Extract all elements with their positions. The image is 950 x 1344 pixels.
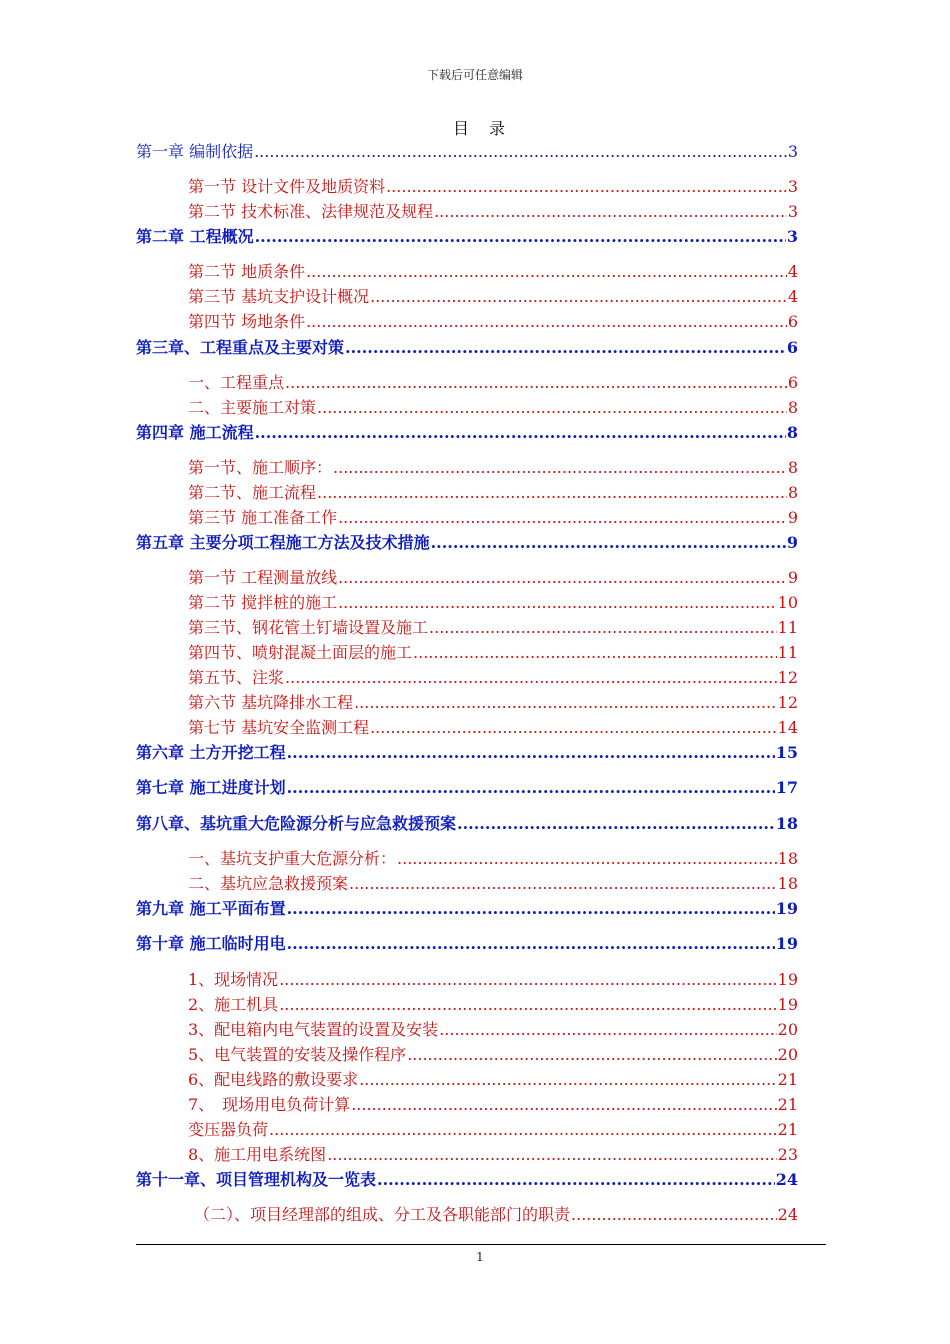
toc-entry-label: 一、基坑支护重大危源分析： <box>188 849 397 868</box>
page-header: 下载后可任意编辑 <box>426 68 523 82</box>
toc-entry-label: 第三节 施工准备工作 <box>188 508 338 527</box>
toc-entry[interactable] <box>188 666 798 690</box>
toc-entry[interactable] <box>188 260 798 284</box>
toc-entry-label: 7、 现场用电负荷计算 <box>188 1095 351 1114</box>
toc-leader-dots <box>333 456 787 480</box>
toc-entry-page: 20 <box>777 1020 798 1039</box>
toc-leader-dots <box>287 932 775 956</box>
toc-entry-label: 6、配电线路的敷设要求 <box>188 1070 359 1089</box>
toc-entry[interactable] <box>188 1118 798 1142</box>
toc-entry[interactable] <box>136 897 798 921</box>
toc-leader-dots <box>370 285 787 309</box>
toc-entry-page: 8 <box>787 483 798 502</box>
toc-entry[interactable] <box>188 993 798 1017</box>
toc-entry-page: 9 <box>787 508 798 527</box>
toc-entry-label: 第一节 设计文件及地质资料 <box>188 177 386 196</box>
toc-entry[interactable] <box>188 481 798 505</box>
toc-entry[interactable] <box>136 336 798 360</box>
toc-leader-dots <box>327 1143 776 1167</box>
footer-divider <box>136 1244 826 1245</box>
toc-entry[interactable] <box>188 175 798 199</box>
toc-entry[interactable] <box>136 741 798 765</box>
toc-entry[interactable] <box>188 1043 798 1067</box>
toc-entry[interactable] <box>188 396 798 420</box>
toc-leader-dots <box>354 691 777 715</box>
toc-entry[interactable] <box>188 1093 798 1117</box>
toc-entry-page: 24 <box>775 1170 798 1189</box>
toc-entry[interactable] <box>188 285 798 309</box>
toc-entry-page: 6 <box>786 338 798 357</box>
toc-entry-label: 二、主要施工对策 <box>188 398 317 417</box>
toc-entry-label: 第七章 施工进度计划 <box>136 778 286 797</box>
toc-leader-dots <box>338 591 777 615</box>
toc-entry-page: 17 <box>775 778 798 797</box>
toc-leader-dots <box>338 506 787 530</box>
toc-leader-dots <box>359 1068 776 1092</box>
toc-entry-label: 1、现场情况 <box>188 970 279 989</box>
toc-entry-label: （二）、项目经理部的组成、分工及各职能部门的职责 <box>194 1205 571 1224</box>
toc-entry-page: 18 <box>777 849 798 868</box>
toc-entry[interactable] <box>188 716 798 740</box>
toc-leader-dots <box>407 1043 776 1067</box>
toc-leader-dots <box>413 641 777 665</box>
toc-entry-page: 3 <box>786 227 798 246</box>
toc-entry-label: 第七节 基坑安全监测工程 <box>188 718 370 737</box>
toc-entry-label: 第二节、施工流程 <box>188 483 317 502</box>
toc-leader-dots <box>255 421 786 445</box>
toc-entry[interactable] <box>188 456 798 480</box>
toc-entry-page: 15 <box>775 743 798 762</box>
toc-entry-page: 4 <box>787 287 798 306</box>
toc-leader-dots <box>255 225 786 249</box>
toc-leader-dots <box>431 531 786 555</box>
toc-entry-label: 第十章 施工临时用电 <box>136 934 286 953</box>
toc-entry[interactable] <box>188 566 798 590</box>
toc-entry-page: 3 <box>787 202 798 221</box>
page-number: 1 <box>476 1250 484 1264</box>
toc-leader-dots <box>285 666 777 690</box>
toc-entry-page: 3 <box>787 142 798 161</box>
toc-leader-dots <box>370 716 777 740</box>
toc-entry-page: 9 <box>786 533 798 552</box>
toc-entry-page: 6 <box>787 373 798 392</box>
toc-entry[interactable] <box>188 968 798 992</box>
toc-leader-dots <box>269 1118 777 1142</box>
toc-entry-label: 二、基坑应急救援预案 <box>188 874 349 893</box>
toc-entry-page: 10 <box>777 593 798 612</box>
toc-entry-page: 19 <box>775 934 798 953</box>
toc-leader-dots <box>386 175 787 199</box>
toc-entry[interactable] <box>188 310 798 334</box>
toc-entry-page: 23 <box>777 1145 798 1164</box>
toc-entry-label: 第三节、钢花管土钉墙设置及施工 <box>188 618 429 637</box>
toc-entry[interactable] <box>188 847 798 871</box>
toc-leader-dots <box>571 1203 777 1227</box>
toc-entry-label: 变压器负荷 <box>188 1120 269 1139</box>
toc-entry-page: 11 <box>777 643 798 662</box>
toc-leader-dots <box>254 140 787 164</box>
toc-entry[interactable] <box>188 1143 798 1167</box>
toc-leader-dots <box>306 310 787 334</box>
toc-leader-dots <box>279 993 776 1017</box>
toc-entry-page: 14 <box>777 718 798 737</box>
toc-entry-label: 第五章 主要分项工程施工方法及技术措施 <box>136 533 430 552</box>
toc-entry-page: 18 <box>775 814 798 833</box>
toc-entry-label: 第一节、施工顺序： <box>188 458 333 477</box>
toc-entry-label: 第三节 基坑支护设计概况 <box>188 287 370 306</box>
toc-entry-page: 21 <box>777 1070 798 1089</box>
toc-leader-dots <box>317 481 787 505</box>
toc-entry-label: 第二章 工程概况 <box>136 227 254 246</box>
toc-entry[interactable] <box>136 1168 798 1192</box>
toc-entry-page: 3 <box>787 177 798 196</box>
toc-entry-label: 5、电气装置的安装及操作程序 <box>188 1045 407 1064</box>
toc-entry[interactable] <box>136 531 798 555</box>
toc-entry[interactable] <box>188 1068 798 1092</box>
toc-entry[interactable] <box>194 1203 798 1227</box>
toc-entry-page: 12 <box>777 668 798 687</box>
toc-leader-dots <box>285 371 787 395</box>
toc-entry-label: 第五节、注浆 <box>188 668 285 687</box>
toc-leader-dots <box>457 812 775 836</box>
toc-entry[interactable] <box>188 1018 798 1042</box>
toc-entry[interactable] <box>188 872 798 896</box>
toc-entry[interactable] <box>188 200 798 224</box>
toc-entry-label: 第八章、基坑重大危险源分析与应急救援预案 <box>136 814 457 833</box>
toc-entry-page: 20 <box>777 1045 798 1064</box>
toc-leader-dots <box>439 1018 776 1042</box>
toc-leader-dots <box>317 396 787 420</box>
toc-entry-page: 8 <box>787 398 798 417</box>
toc-leader-dots <box>287 776 775 800</box>
toc-leader-dots <box>306 260 787 284</box>
toc-entry-label: 第二节 技术标准、法律规范及规程 <box>188 202 434 221</box>
toc-entry-label: 第二节 地质条件 <box>188 262 306 281</box>
toc-entry-page: 19 <box>777 995 798 1014</box>
toc-entry-label: 第六节 基坑降排水工程 <box>188 693 354 712</box>
toc-entry-page: 9 <box>787 568 798 587</box>
toc-entry[interactable] <box>188 616 798 640</box>
toc-entry[interactable] <box>188 691 798 715</box>
toc-entry-label: 第九章 施工平面布置 <box>136 899 286 918</box>
toc-entry[interactable] <box>188 506 798 530</box>
toc-entry-label: 8、施工用电系统图 <box>188 1145 327 1164</box>
toc-entry[interactable] <box>136 225 798 249</box>
toc-leader-dots <box>287 741 775 765</box>
toc-entry[interactable] <box>136 776 798 800</box>
toc-entry-page: 4 <box>787 262 798 281</box>
toc-entry[interactable] <box>188 371 798 395</box>
toc-entry-label: 第二节 搅拌桩的施工 <box>188 593 338 612</box>
toc-entry-label: 一、工程重点 <box>188 373 285 392</box>
toc-leader-dots <box>351 1093 776 1117</box>
toc-entry-label: 第四章 施工流程 <box>136 423 254 442</box>
toc-entry-label: 第四节 场地条件 <box>188 312 306 331</box>
toc-entry-page: 21 <box>777 1095 798 1114</box>
toc-entry-page: 6 <box>787 312 798 331</box>
toc-leader-dots <box>429 616 777 640</box>
toc-entry-page: 12 <box>777 693 798 712</box>
toc-leader-dots <box>434 200 787 224</box>
toc-leader-dots <box>287 897 775 921</box>
toc-leader-dots <box>345 336 786 360</box>
toc-entry-label: 第十一章、项目管理机构及一览表 <box>136 1170 377 1189</box>
toc-entry[interactable] <box>188 641 798 665</box>
toc-entry-page: 24 <box>777 1205 798 1224</box>
toc-leader-dots <box>338 566 787 590</box>
toc-entry-label: 第三章、工程重点及主要对策 <box>136 338 345 357</box>
toc-entry-page: 11 <box>777 618 798 637</box>
toc-entry-label: 第一章 编制依据 <box>136 142 254 161</box>
toc-entry-page: 18 <box>777 874 798 893</box>
toc-entry-label: 第四节、喷射混凝土面层的施工 <box>188 643 413 662</box>
toc-leader-dots <box>349 872 777 896</box>
toc-entry[interactable] <box>188 591 798 615</box>
toc-leader-dots <box>279 968 776 992</box>
toc-entry[interactable] <box>136 932 798 956</box>
toc-entry[interactable] <box>136 812 798 836</box>
toc-leader-dots <box>377 1168 775 1192</box>
toc-entry[interactable] <box>136 140 798 164</box>
toc-entry-page: 8 <box>787 458 798 477</box>
toc-entry-label: 2、施工机具 <box>188 995 279 1014</box>
toc-entry-label: 第六章 土方开挖工程 <box>136 743 286 762</box>
toc-entry-label: 3、配电箱内电气装置的设置及安装 <box>188 1020 439 1039</box>
toc-leader-dots <box>397 847 777 871</box>
toc-entry[interactable] <box>136 421 798 445</box>
toc-title: 目 录 <box>452 119 507 138</box>
toc-entry-page: 8 <box>786 423 798 442</box>
toc-entry-page: 21 <box>777 1120 798 1139</box>
toc-entry-label: 第一节 工程测量放线 <box>188 568 338 587</box>
toc-entry-page: 19 <box>777 970 798 989</box>
toc-entry-page: 19 <box>775 899 798 918</box>
